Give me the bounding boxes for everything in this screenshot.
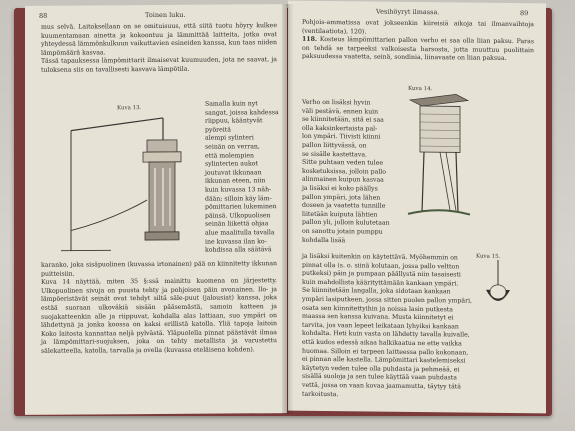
figure-14-caption: Kuva 14. [408,85,433,93]
line: olla kaksinkertaista pal- [302,124,378,133]
paragraph [302,36,534,64]
line: joutuvat ikkunaan [205,169,262,177]
right-page-number: 89 [520,9,529,18]
figure-15-drawing [478,260,518,312]
line: liitetään kuiputa lähtien [302,210,378,219]
line: ikkunan eteen, niin [205,177,266,186]
line: pallon liittyvässä, on [302,141,367,150]
line: Samalla kuin nyt [205,100,258,108]
line: se kiinnitetään, sitä ei saa [302,115,384,124]
line: se sisälle kastettava. [302,150,367,159]
book-spine-shadow [282,4,294,414]
section-text: Kosteus lämpömittarien pallon verho ei saa olla liian paksu. Paras on tehdä se tarpeeksi valkoisesta harsosta, jotta muuttuu puolittain paksuudessa vaatetta, seinä, sondinia, liinavaate on liian paksua. [302,36,535,63]
line: että molempien [205,151,254,160]
line: Sitte puhtaan veden tulee [302,158,384,167]
line: sylinterien aukot [205,160,258,168]
line: alinmainen kuipun kasvaa [302,176,384,184]
line: pömittarien lukeminen [205,203,277,211]
line: pallon ympäri, jota lähen [302,193,381,202]
line: päinsä. Ulkopuolisen [205,211,271,220]
left-bottom-text [41,260,277,356]
paragraph: Se kiinnitetään langalla, joka sidotaan kankaan ympäri lasiputkeen, jossa sitten puolen pallon ympäri, osata sen kiinnitettyihin ja noissa lasin putkesta maassa sen kanssa kuivana. Musta kiinnitetyt ei tarvita, jos vaan lepeet leikataan lyhyiksi kankaan kohdalta. Heti kuin vasta on lähdetty tavalla kuivalle, että kudos edessä aikaa halkikaatua ne ette vaikka huomaa. Silloin ei tarpeen laitteessa pallo kokonaan, ei pinnan alle kastella. Lämpömittari kastelemiseksi käytetyn veden tulee olla puhdasta ja pehmeää, ei sisällä suoloja ja sen tulee käyttää vaan puhdasta vettä, jossa on vaan kovaa jaamamutta, täytyy tätä tarkoitusta. [302,287,473,398]
section-mark: 118. [302,35,318,44]
left-running-head: Toinen luku. [145,10,186,20]
left-page [25,4,287,415]
line: lon ympäri. Tiivisti kiinni [302,133,381,141]
line: väli pestävä, ennen kuin [302,107,379,116]
line: kosketuksissa, jolloin pallo [302,167,386,176]
right-bottom-text [302,253,474,401]
figure-15-caption: Kuva 15. [476,253,501,260]
paragraph: ja lisäksi kuitenkin on käytettävä. Myöhemmin on pinnat olla (s. o. siinä kolutaan, jossa pallo veltton putkeksi) päin ja pumpaan päällystä niin tasaisesti kuin mahdollista käärityttämään kankaan ympäri. [302,252,461,288]
line: kohdalla lisää [302,236,346,244]
paragraph: Kuva 14 näyttää, miten 35 §:ssä mainittu kuomena on järjestetty. Ulkopuolinen sivuja on puusta tehty ja pohjoisen päin avonainen. Ilo- ja lämpöeristävät seinät ovat tehdyt siltä säle-puut (jalousiat) kanssa, joka estää suoraan ulkoväkiä sisään pääsemästä, samoin katteen ja suojakatteenkin alle ja riippuvat, kohdalla alas lattiaan, suo ympäri on lähdettynä ja jonka koossa on kaksi erillistä katolla. Yliä tapoja laitoin Koko laitosta kannattaa neljä pylvästä. Yläpuolella pinnat päästävät ilmaa ja lämpömittari-suojuksen, joka on tehty metallista ja varustettu sälekatteella, katolla, tarvalla ja ovella (kuvassa eteläisena kohden). [41,277,277,355]
line: on sanottu jotain pumppu [302,227,383,236]
left-top-text [41,22,277,75]
paragraph: mus selvä. Laitoksellaan on se omituisuus, että siitä tuotu höyry kulkee kuumentamaan ainetta ja kokoontuu ja lämmittää laitteita, jotka ovat yhteydessä lämmönkulkuun vaikuttavien esineiden kanssa, kun taas niiden lämpömäärä kasvaa. [41,22,277,57]
line: riippuu, kääntyvät pyöreitä [205,117,263,134]
line: sangat, joissa kahdessa [205,108,279,117]
line: seinän liikettä ohjaa [205,220,269,228]
line: pallon yli, jolloin kulutetaan [302,219,390,228]
paragraph: Tässä tapauksessa lämpömittarit ilmaisevat kuumuuden, jota ne saavat, ja tuloksena siis on tavallisesti kasvava lämpötila. [41,56,277,74]
line: dään; silloin käy läm- [205,194,272,203]
line: doseen ja vaatetta tunnille [302,201,386,210]
line: Verho on lisäksi hyvin [302,98,371,107]
left-page-number: 88 [39,11,48,20]
line: seinän on verran, [205,143,260,151]
figure-13-caption: Kuva 13. [117,105,142,112]
paragraph: Pohjois-ammatissa ovat jokseenkin kiireisiä aikoja tai ilmanvaihtoja (ventilaatiota), 120). [302,18,534,36]
figure-14-drawing [406,90,472,221]
line: kohdissa alla säätävä [205,246,272,254]
line: kuin kuvassa 13 näh- [205,186,272,194]
right-side-text [302,99,400,246]
line: ine kuvassa ilan ko- [205,237,267,246]
line: ja lisäksi ei koko päällys [302,184,378,193]
right-top-text [302,19,534,64]
line: alue maalitulla tavalla [205,229,275,237]
line: alempi sylinteri [205,134,254,143]
right-page [288,1,546,414]
paragraph: karanko, joka sisäpuolinen (kuvassa irtonainen) pää on kiinnitetty ikkunan puitteisiin. [41,260,277,278]
right-running-head: Vesihöyryt ilmassa. [376,7,440,17]
figure-13-drawing [51,110,193,261]
left-side-text [205,100,281,255]
